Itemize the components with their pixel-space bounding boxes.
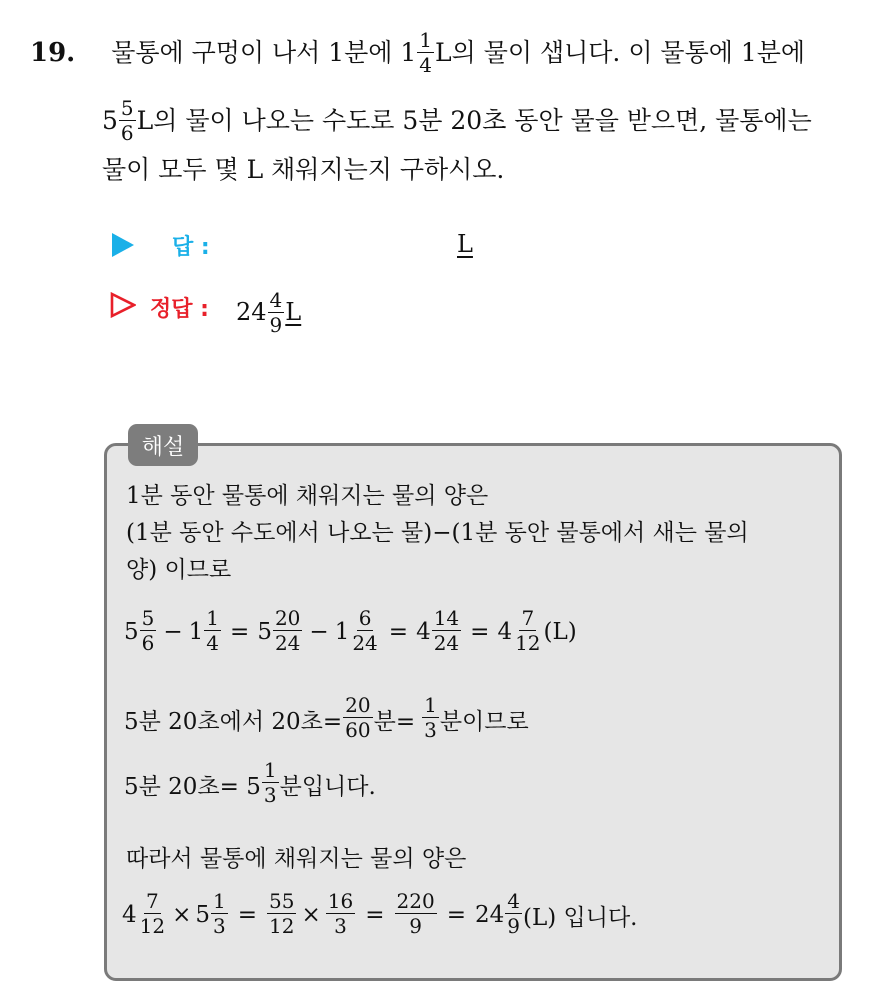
question-line-1: 19. 물통에 구멍이 나서 1분에 1 $\frac{1}{4}$ L의 물이 샙니다. 이 물통에 1분에 bbox=[30, 28, 806, 77]
answer-label: 답 : bbox=[172, 235, 210, 260]
equation-3: 5분 20초= 5 $\frac{1}{3}$ 분입니다. bbox=[124, 757, 376, 807]
answer-unit: L bbox=[457, 230, 473, 258]
explanation-line-2: (1분 동안 수도에서 나오는 물)−(1분 동안 물통에서 새는 물의 bbox=[126, 520, 749, 546]
fraction: $\frac{1}{4}$ bbox=[419, 28, 433, 77]
outline-arrow-icon bbox=[110, 292, 136, 322]
explanation-line-1: 1분 동안 물통에 채워지는 물의 양은 bbox=[126, 483, 489, 509]
question-number: 19. bbox=[30, 38, 76, 68]
explanation-tag: 해설 bbox=[128, 424, 198, 466]
equation-1: 5 $\frac{5}{6}$ − 1 $\frac{1}{4}$ = 5 $\frac{20}{24}$ − 1 $\frac{6}{24}$ = 4 $\frac{14}{24}$ = 4 $\frac{7}{12}$ (L) bbox=[124, 605, 577, 655]
question-line-3: 물이 모두 몇 L 채워지는지 구하시오. bbox=[102, 155, 505, 184]
fraction: $\frac{5}{6}$ bbox=[120, 96, 134, 145]
correct-answer-value: 24 $\frac{4}{9}$ L bbox=[236, 287, 302, 337]
correct-answer-label: 정답 : bbox=[150, 297, 209, 322]
explanation-line-3: 양) 이므로 bbox=[126, 557, 232, 583]
question-line-2: 5 $\frac{5}{6}$ L의 물이 나오는 수도로 5분 20초 동안 물을 받으면, 물통에는 bbox=[102, 96, 812, 145]
equation-2: 5분 20초에서 20초= $\frac{20}{60}$ 분= $\frac{1}{3}$ 분이므로 bbox=[124, 692, 529, 742]
play-arrow-icon bbox=[112, 233, 134, 257]
explanation-line-4: 따라서 물통에 채워지는 물의 양은 bbox=[126, 846, 467, 872]
equation-4: 4 $\frac{7}{12}$ × 5 $\frac{1}{3}$ = $\frac{55}{12}$ × $\frac{16}{3}$ = $\frac{220}{9}$ = 24 $\frac{4}{9}$ (L) 입니다. bbox=[122, 888, 638, 938]
